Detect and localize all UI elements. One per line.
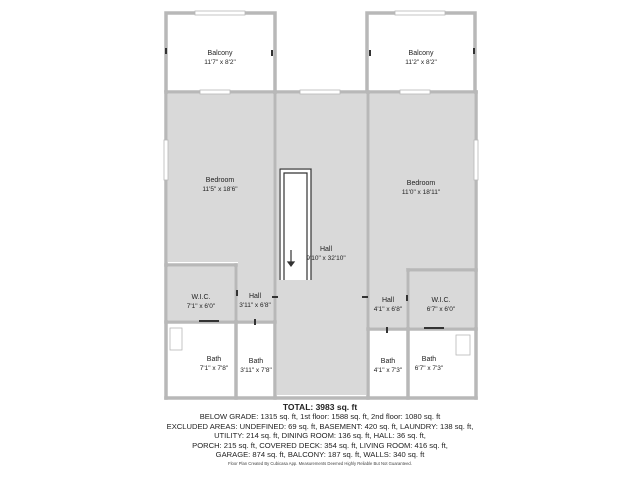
room-fills	[168, 15, 474, 396]
disclaimer: Floor Plan Created By Cubicasa App. Measurements Deemed Highly Reliable But Not Guaranteed.	[228, 460, 412, 466]
balcony-left-dims: 11'7" x 8'2"	[204, 59, 236, 66]
bedroom-right-name: Bedroom	[406, 180, 436, 187]
balcony-left-name: Balcony	[207, 50, 233, 57]
area-line: GARAGE: 874 sq. ft, BALCONY: 187 sq. ft, WALLS: 340 sq. ft	[215, 450, 425, 460]
wic-right-name: W.I.C.	[431, 297, 451, 304]
bath-4-dims: 6'7" x 7'3"	[414, 365, 444, 372]
bathtub-left	[170, 328, 182, 350]
hall-center-dims: 9'10" x 32'10"	[306, 255, 346, 262]
bath-3-name: Bath	[380, 358, 396, 365]
bedroom-left-dims: 11'5" x 18'6"	[202, 186, 238, 193]
bath-3-dims: 4'1" x 7'3"	[373, 367, 403, 374]
wic-left-dims: 7'1" x 6'0"	[186, 303, 216, 310]
bedroom-left-name: Bedroom	[205, 177, 235, 184]
hall-center-name: Hall	[319, 246, 333, 253]
hall-right-dims: 4'1" x 6'8"	[373, 306, 403, 313]
bath-1-dims: 7'1" x 7'8"	[199, 365, 229, 372]
area-summary	[0, 402, 640, 468]
area-line: PORCH: 215 sq. ft, COVERED DECK: 354 sq. ft, LIVING ROOM: 416 sq. ft,	[192, 440, 448, 450]
bath-2-name: Bath	[248, 358, 264, 365]
bathtub-right	[456, 335, 470, 355]
total-area: TOTAL: 3983 sq. ft	[282, 402, 358, 412]
bath-1-name: Bath	[206, 356, 222, 363]
bedroom-right-dims: 11'0" x 18'11"	[401, 189, 441, 196]
bath-2-dims: 3'11" x 7'8"	[240, 367, 272, 374]
hall-left-name: Hall	[248, 293, 262, 300]
hall-right-name: Hall	[381, 297, 395, 304]
bath-4-name: Bath	[421, 356, 437, 363]
area-line: EXCLUDED AREAS: UNDEFINED: 69 sq. ft, BASEMENT: 420 sq. ft, LAUNDRY: 138 sq. ft,	[166, 421, 474, 431]
balcony-right-name: Balcony	[408, 50, 434, 57]
area-line: BELOW GRADE: 1315 sq. ft, 1st floor: 1588 sq. ft, 2nd floor: 1080 sq. ft	[199, 412, 441, 421]
hall-left-area	[238, 262, 273, 320]
wic-right-dims: 6'7" x 6'0"	[426, 306, 456, 313]
area-line: UTILITY: 214 sq. ft, DINING ROOM: 136 sq. ft, HALL: 36 sq. ft,	[214, 431, 426, 441]
hall-left-dims: 3'11" x 6'8"	[239, 302, 271, 309]
wic-left-name: W.I.C.	[191, 294, 211, 301]
balcony-right-dims: 11'2" x 8'2"	[405, 59, 437, 66]
